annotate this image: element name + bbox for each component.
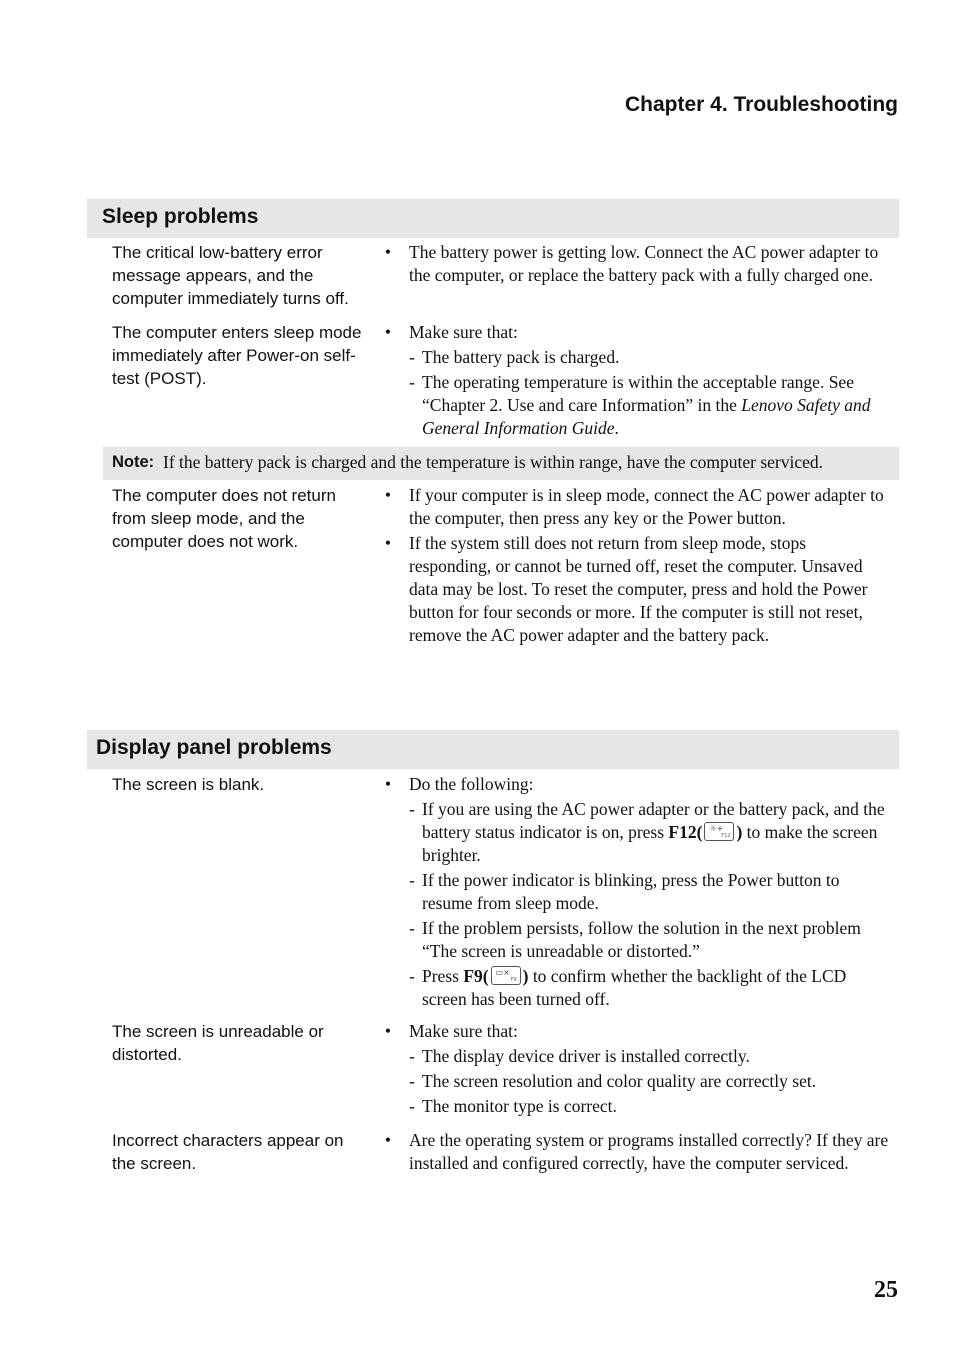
note-box (103, 447, 899, 480)
dash-text: The monitor type is correct. (422, 1096, 617, 1116)
dash-item: - Press F9( ▭× F9 ) to confirm whether the backlight of the LCD screen has been turned off. (409, 966, 847, 1009)
key-label-f9: F9( (463, 966, 489, 986)
dash-item: - The screen resolution and color quality are correctly set. (409, 1071, 817, 1091)
section-header-sleep (87, 199, 899, 238)
bullet-text: Are the operating system or programs installed correctly? If they are installed and configured correctly, have the computer serviced. (409, 1130, 889, 1173)
dash-item: - The display device driver is installed correctly. (409, 1046, 750, 1066)
dash-text: to make the screen brighter. (422, 822, 878, 865)
dash-text: The screen resolution and color quality are correctly set. (422, 1071, 817, 1091)
dash-item: - If the problem persists, follow the solution in the next problem “The screen is unreadable or distorted.” (409, 918, 861, 961)
dash-text: Press (422, 966, 464, 986)
bullet-text: Make sure that: (409, 1021, 518, 1041)
section-header-display (87, 730, 899, 769)
page-number: 25 (874, 1277, 898, 1303)
note-text: If the battery pack is charged and the temperature is within range, have the computer serviced. (163, 452, 824, 472)
bullet-text: Make sure that: (409, 322, 518, 342)
key-label-f12: F12( (668, 822, 703, 842)
key-fn-label: F9 (510, 977, 517, 983)
display-off-icon: ▭× (495, 968, 510, 977)
bullet-item: • If the system still does not return from sleep mode, stops responding, or cannot be turned off, reset the computer. Unsaved data may be lost. To reset the computer, press and hold the Power button for four seconds or more. If the computer is still not reset, remove the AC power adapter and the battery pack. (384, 533, 868, 645)
dash-item: - The battery pack is charged. (409, 347, 620, 367)
problem-text: The screen is unreadable or distorted. (112, 1022, 324, 1064)
problem-text: The critical low-battery error message appears, and the computer immediately turns off. (112, 243, 349, 308)
dash-text: If the power indicator is blinking, press the Power button to resume from sleep mode. (422, 870, 840, 913)
problem-text: Incorrect characters appear on the screen. (112, 1131, 344, 1173)
bullet-item: • The battery power is getting low. Connect the AC power adapter to the computer, or replace the battery pack with a fully charged one. (384, 242, 879, 285)
problem-text: The screen is blank. (112, 775, 265, 794)
bullet-item: • If your computer is in sleep mode, connect the AC power adapter to the computer, then press any key or the Power button. (384, 485, 884, 528)
bullet-text: If the system still does not return from sleep mode, stops responding, or cannot be turned off, reset the computer. Unsaved data may be lost. To reset the computer, press and hold the Power button for four seconds or more. If the computer is still not reset, remove the AC power adapter and the battery pack. (409, 533, 868, 645)
bullet-item: • Make sure that: (384, 1021, 518, 1041)
dash-text: If the problem persists, follow the solution in the next problem “The screen is unreadable or distorted.” (422, 918, 861, 961)
guide-title: Lenovo Safety and General Information Guide (422, 395, 871, 438)
note-label: Note: (112, 453, 155, 471)
bullet-item: • Make sure that: (384, 322, 518, 342)
section-title: Display panel problems (96, 736, 332, 759)
solution-list (383, 1129, 889, 1175)
dash-text: to confirm whether the backlight of the LCD screen has been turned off. (422, 966, 847, 1009)
dash-item: - The operating temperature is within the acceptable range. See “Chapter 2. Use and care Information” in the Lenovo Safety and General Information Guide. (409, 372, 871, 438)
bullet-text: Do the following: (409, 774, 534, 794)
solution-list (383, 1020, 889, 1118)
dash-text: The operating temperature is within the acceptable range. See “Chapter 2. Use and care Information” in the (422, 372, 854, 415)
solution-list (383, 241, 889, 287)
key-fn-label: F12 (721, 833, 731, 839)
dash-item: - If you are using the AC power adapter or the battery pack, and the battery status indicator is on, press F12( ☼+ F12 ) to make the screen brighter. (409, 799, 885, 865)
f12-key (704, 822, 734, 841)
bullet-text: If your computer is in sleep mode, connect the AC power adapter to the computer, then press any key or the Power button. (409, 485, 884, 528)
bullet-text: The battery power is getting low. Connect the AC power adapter to the computer, or replace the battery pack with a fully charged one. (409, 242, 879, 285)
bullet-item: • Do the following: (384, 774, 534, 794)
problem-text: The computer enters sleep mode immediately after Power-on self-test (POST). (112, 323, 362, 388)
dash-text: The battery pack is charged. (422, 347, 620, 367)
chapter-title: Chapter 4. Troubleshooting (624, 93, 898, 116)
bullet-item: • Are the operating system or programs installed correctly? If they are installed and configured correctly, have the computer serviced. (384, 1130, 889, 1173)
solution-list (383, 484, 889, 647)
dash-text: If you are using the AC power adapter or the battery pack, and the battery status indicator is on, press (422, 799, 885, 842)
key-close: ) (736, 822, 743, 842)
brightness-up-icon: ☼+ (709, 824, 724, 833)
dash-item: - If the power indicator is blinking, press the Power button to resume from sleep mode. (409, 870, 840, 913)
key-close: ) (522, 966, 529, 986)
f9-key (491, 966, 521, 985)
dash-item: - The monitor type is correct. (409, 1096, 617, 1116)
solution-list (383, 773, 889, 1011)
section-title: Sleep problems (102, 205, 259, 228)
dash-text: The display device driver is installed correctly. (422, 1046, 750, 1066)
solution-list (383, 321, 889, 440)
dash-end: . (614, 418, 619, 438)
problem-text: The computer does not return from sleep mode, and the computer does not work. (112, 486, 336, 551)
